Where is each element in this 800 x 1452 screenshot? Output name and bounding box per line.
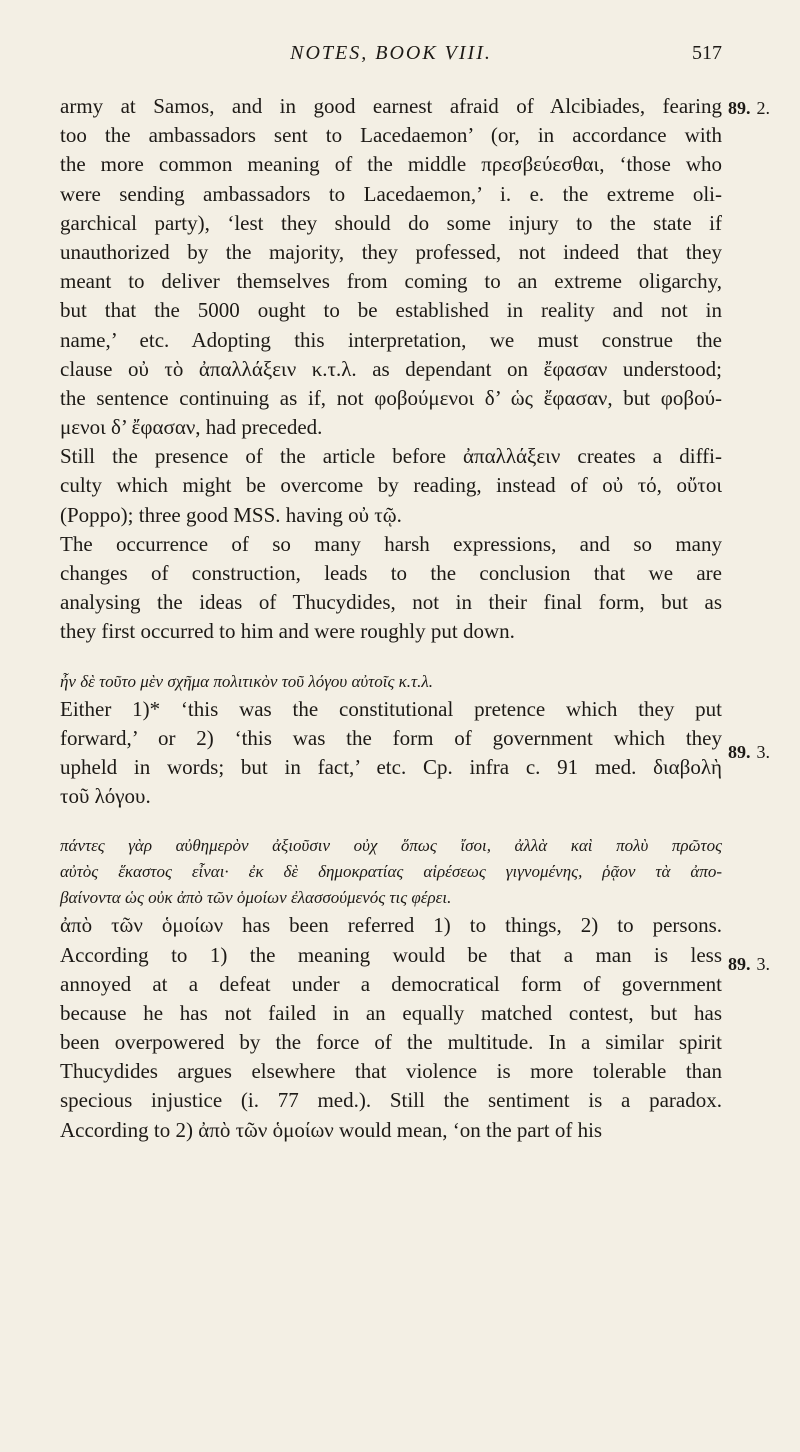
chapter-number: 89. xyxy=(728,954,751,974)
text-line: unauthorized by the majority, they professed, not indeed that they xyxy=(60,239,722,264)
text-line: According to 1) the meaning would be that a man is less xyxy=(60,942,722,967)
text-line: τοῦ λόγου. xyxy=(60,784,151,809)
text-line: The occurrence of so many harsh expressions, and so many xyxy=(60,531,722,556)
text-line: Still the presence of the article before ἀπαλλάξειν creates a diffi- xyxy=(60,444,722,469)
text-line: annoyed at a defeat under a democratical form of government xyxy=(60,971,722,996)
text-line: ἀπὸ τῶν ὁμοίων has been referred 1) to things, 2) to persons. xyxy=(60,913,722,938)
text-line: analysing the ideas of Thucydides, not in their final form, but as xyxy=(60,590,722,615)
section-number: 3. xyxy=(756,742,770,762)
note-paragraph xyxy=(60,911,722,1145)
running-head xyxy=(60,42,722,72)
text-line: the sentence continuing as if, not φοβούμενοι δ’ ὡς ἔφασαν, but φοβού- xyxy=(60,385,722,410)
text-line: but that the 5000 ought to be established in reality and not in xyxy=(60,298,722,323)
text-line: army at Samos, and in good earnest afraid of Alcibiades, fearing xyxy=(60,94,722,118)
greek-lemma xyxy=(60,833,722,911)
chapter-reference xyxy=(728,742,770,763)
note-paragraph xyxy=(60,695,722,812)
text-line: upheld in words; but in fact,’ etc. Cp. infra c. 91 med. διαβολὴ xyxy=(60,754,722,779)
section-number: 2. xyxy=(756,98,770,118)
text-line: Either 1)* ‘this was the constitutional pretence which they put xyxy=(60,696,722,721)
chapter-number: 89. xyxy=(728,742,751,762)
running-title: NOTES, BOOK VIII. xyxy=(290,42,492,64)
chapter-reference xyxy=(728,98,770,119)
text-line: According to 2) ἀπὸ τῶν ὁμοίων would mean, ‘on the part of his xyxy=(60,1117,603,1142)
text-line: were sending ambassadors to Lacedaemon,’ i. e. the extreme oli- xyxy=(60,181,722,206)
note-paragraph xyxy=(60,92,722,442)
notes-body xyxy=(60,92,722,1145)
text-line: μενοι δ’ ἔφασαν, had preceded. xyxy=(60,415,323,440)
greek-lemma xyxy=(60,669,722,695)
text-line: clause οὐ τὸ ἀπαλλάξειν κ.τ.λ. as dependant on ἔφασαν understood; xyxy=(60,356,722,381)
section-number: 3. xyxy=(756,954,770,974)
text-line: meant to deliver themselves from coming to an extreme oligarchy, xyxy=(60,269,722,294)
lemma-line: βαίνοντα ὡς οὐκ ἀπὸ τῶν ὁμοίων ἐλασσούμενός τις φέρει. xyxy=(60,888,452,908)
text-line: (Poppo); three good MSS. having οὐ τῷ. xyxy=(60,502,402,527)
text-line: specious injustice (i. 77 med.). Still the sentiment is a paradox. xyxy=(60,1088,722,1113)
text-line: because he has not failed in an equally matched contest, but has xyxy=(60,1000,722,1025)
text-line: changes of construction, leads to the conclusion that we are xyxy=(60,561,722,585)
text-line: too the ambassadors sent to Lacedaemon’ (or, in accordance with xyxy=(60,123,722,148)
lemma-line: αὐτὸς ἕκαστος εἶναι· ἐκ δὲ δημοκρατίας αἱρέσεως γιγνομένης, ῥᾷον τὰ ἀπο- xyxy=(60,862,722,882)
note-paragraph xyxy=(60,442,722,530)
text-line: culty which might be overcome by reading, instead of οὐ τό, οὔτοι xyxy=(60,473,722,498)
lemma-line: πάντες γὰρ αὐθημερὸν ἀξιοῦσιν οὐχ ὅπως ἴσοι, ἀλλὰ καὶ πολὺ πρῶτος xyxy=(60,836,722,856)
text-line: Thucydides argues elsewhere that violence is more tolerable than xyxy=(60,1059,722,1084)
note-paragraph xyxy=(60,530,722,647)
text-line: they first occurred to him and were roughly put down. xyxy=(60,619,515,644)
page-number: 517 xyxy=(692,42,722,64)
text-line: been overpowered by the force of the multitude. In a similar spirit xyxy=(60,1030,722,1055)
text-line: forward,’ or 2) ‘this was the form of government which they xyxy=(60,725,722,750)
text-line: garchical party), ‘lest they should do some injury to the state if xyxy=(60,210,722,235)
text-line: the more common meaning of the middle πρεσβεύεσθαι, ‘those who xyxy=(60,152,722,177)
text-line: name,’ etc. Adopting this interpretation, we must construe the xyxy=(60,327,722,352)
chapter-reference xyxy=(728,954,770,975)
chapter-number: 89. xyxy=(728,98,751,118)
lemma-line: ἦν δὲ τοῦτο μὲν σχῆμα πολιτικὸν τοῦ λόγου αὐτοῖς κ.τ.λ. xyxy=(60,671,433,691)
